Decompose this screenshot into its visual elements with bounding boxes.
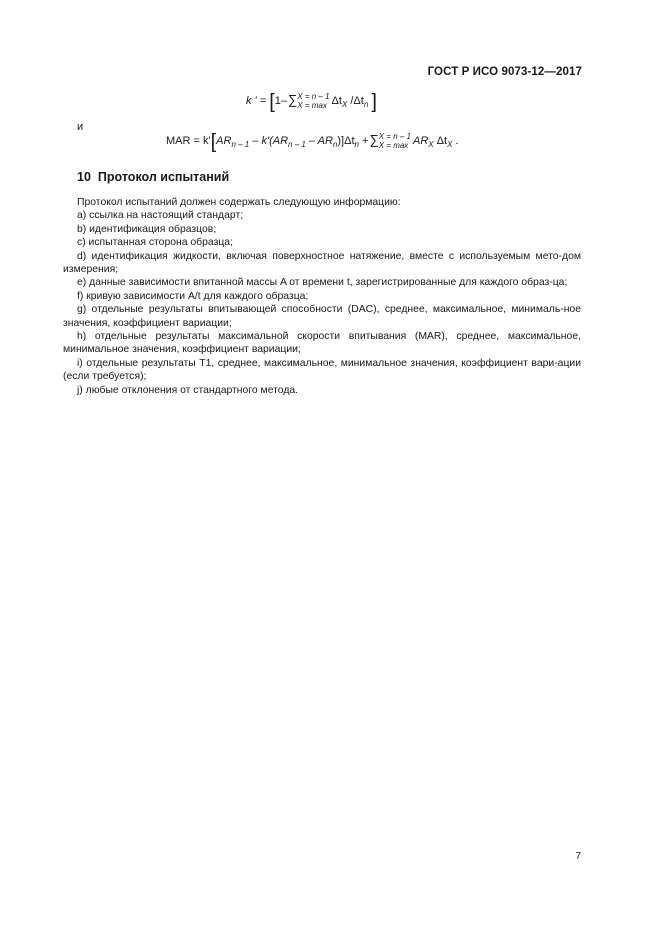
page-number: 7 xyxy=(575,851,581,862)
formula-mar-ar1: $AR_{n - 1}$ xyxy=(216,135,250,149)
formula-k-upper-limit: X = n – 1 xyxy=(297,92,330,102)
formula-mar-minus-k: – $k'(AR_{n - 1}$ xyxy=(252,135,306,149)
formula-k-limits xyxy=(297,92,329,110)
section-heading xyxy=(77,170,229,184)
list-item-g: g) отдельные результаты впитывающей способности (DAC), среднее, максимальное, минималь-ное значения, коэффициент вариации; xyxy=(63,304,581,329)
formula-k-lhs: k ' = xyxy=(246,95,267,107)
formula-mar-dt-x: $\Delta t_X$ xyxy=(436,135,453,149)
formula-mar-minus-ar: – $AR_n$ xyxy=(308,135,338,149)
list-item-e: e) данные зависимости впитанной массы A от времени t, зарегистрированные для каждого образ-ца; xyxy=(77,277,568,289)
formula-mar-open-bracket: [ xyxy=(210,131,217,153)
formula-k-prime xyxy=(246,91,377,114)
formula-mar-upper-limit: X = n – 1 xyxy=(378,132,411,142)
formula-mar-lhs: MAR = k' xyxy=(166,135,211,147)
formula-k-sigma: ∑ xyxy=(288,92,298,107)
list-item-b: b) идентификация образцов; xyxy=(77,223,217,235)
formula-mar-end: . xyxy=(455,135,459,147)
standard-header: ГОСТ Р ИСО 9073-12—2017 xyxy=(427,66,582,78)
formula-mar-close: )]$\Delta t_n$ xyxy=(337,135,359,149)
formula-k-one-minus: 1– xyxy=(274,95,288,107)
formula-mar-sigma: ∑ xyxy=(369,132,379,147)
list-item-h: h) отдельные результаты максимальной скорости впитывания (MAR), среднее, максимальное, минимальное значения, коэффициент вариации; xyxy=(63,331,581,356)
formula-mar-lower-limit: X = max xyxy=(378,141,409,151)
paragraph-intro: Протокол испытаний должен содержать следующую информацию: xyxy=(77,197,401,208)
formula-mar-plus: + xyxy=(362,135,369,147)
formula-k-lower-limit: X = max xyxy=(297,101,327,111)
formula-mar-limits xyxy=(379,132,411,150)
list-item-f: f) кривую зависимости A/t для каждого образца; xyxy=(77,290,309,302)
list-item-a: a) ссылка на настоящий стандарт; xyxy=(77,210,244,222)
section-title: Протокол испытаний xyxy=(97,170,230,184)
list-item-d: d) идентификация жидкости, включая поверхностное натяжение, вместе с используемым мето-дом измерения; xyxy=(63,250,581,276)
formula-mar xyxy=(166,131,459,154)
list-item-i: i) отдельные результаты T1, среднее, максимальное, минимальное значения, коэффициент вари-ации (если требуется); xyxy=(63,357,581,383)
conjunction-and: и xyxy=(77,121,84,133)
section-number: 10 xyxy=(77,170,91,184)
list-item-c: c) испытанная сторона образца; xyxy=(77,237,233,249)
formula-k-open-bracket: [ xyxy=(269,91,275,113)
list-item-j: j) любые отклонения от стандартного метода. xyxy=(77,384,299,396)
section-body xyxy=(63,196,581,397)
formula-mar-ar-x: $AR_X$ xyxy=(412,135,434,149)
formula-k-close-bracket: ] xyxy=(371,91,377,113)
formula-k-term: $\Delta t_X$ xyxy=(331,95,348,109)
formula-k-divide: $/\Delta t_n$ xyxy=(350,95,369,109)
